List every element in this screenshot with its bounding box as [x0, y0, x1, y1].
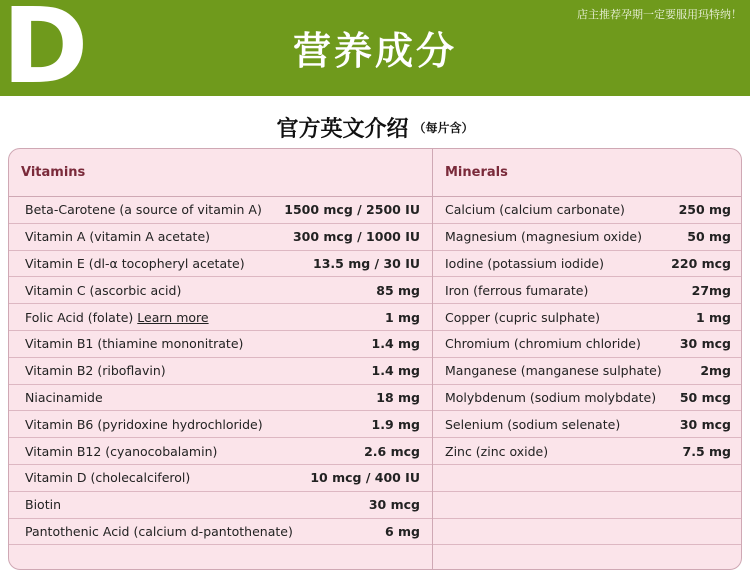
nutrient-amount: 1.9 mg: [371, 416, 420, 432]
header-banner: [0, 0, 750, 107]
mineral-row: [433, 251, 741, 278]
nutrient-name-cell: [445, 283, 588, 298]
nutrition-table: [8, 148, 742, 570]
subheading-title: 官方英文介绍: [276, 117, 409, 142]
vitamin-row: [9, 304, 432, 331]
nutrient-amount: 2.6 mcg: [364, 443, 420, 459]
nutrient-name-cell: [445, 363, 662, 378]
nutrient-amount: 50 mg: [687, 229, 731, 245]
nutrient-name: Folic Acid (folate): [25, 309, 134, 325]
vitamin-row: [9, 331, 432, 358]
minerals-column: [433, 149, 741, 569]
nutrient-amount: 300 mcg / 1000 IU: [292, 229, 420, 245]
nutrient-name: Calcium (calcium carbonate): [445, 202, 625, 218]
nutrient-amount: 18 mg: [376, 389, 420, 405]
vitamin-row: [9, 411, 432, 438]
nutrient-name-cell: [445, 310, 600, 325]
nutrient-name-cell: [445, 256, 604, 271]
nutrient-amount: 2mg: [700, 363, 731, 379]
mineral-row: [433, 277, 741, 304]
nutrient-name-cell: [445, 444, 548, 459]
vitamin-row: [9, 197, 432, 224]
nutrient-name-cell: [25, 390, 103, 405]
mineral-row: [433, 304, 741, 331]
nutrient-amount: 30 mcg: [368, 497, 420, 513]
nutrient-amount: 1.4 mg: [371, 363, 420, 379]
mineral-row: [433, 358, 741, 385]
nutrient-name: Molybdenum (sodium molybdate): [445, 389, 657, 405]
nutrient-amount: 1 mg: [384, 309, 420, 325]
learn-more-link[interactable]: Learn more: [137, 309, 209, 325]
nutrient-name: Biotin: [25, 497, 61, 513]
nutrient-name-cell: [25, 202, 262, 217]
mineral-row: [433, 385, 741, 412]
vitamins-rows: [9, 197, 432, 545]
nutrient-name-cell: [445, 336, 641, 351]
nutrient-name: Niacinamide: [25, 389, 103, 405]
nutrient-amount: 220 mcg: [671, 255, 731, 271]
nutrient-name-cell: [25, 417, 263, 432]
nutrient-amount: 13.5 mg / 30 IU: [313, 255, 420, 271]
vitamin-row: [9, 224, 432, 251]
nutrient-name-cell: [25, 310, 209, 325]
vitamins-column: [9, 149, 432, 569]
mineral-row: [433, 519, 741, 546]
mineral-row: [433, 438, 741, 465]
nutrient-name-cell: [25, 229, 210, 244]
nutrient-name: Chromium (chromium chloride): [445, 336, 641, 352]
nutrient-name: Vitamin C (ascorbic acid): [25, 282, 182, 298]
nutrient-name: Magnesium (magnesium oxide): [445, 229, 643, 245]
nutrient-name: Vitamin B12 (cyanocobalamin): [25, 443, 218, 459]
nutrient-name: Iodine (potassium iodide): [445, 255, 604, 271]
mineral-row: [433, 411, 741, 438]
nutrient-name: Vitamin E (dl-α tocopheryl acetate): [25, 255, 245, 271]
nutrient-amount: 1 mg: [695, 309, 731, 325]
mineral-row: [433, 331, 741, 358]
nutrient-name-cell: [25, 497, 61, 512]
minerals-header: Minerals: [433, 149, 741, 197]
nutrient-name: Copper (cupric sulphate): [445, 309, 601, 325]
nutrient-amount: 30 mcg: [679, 336, 731, 352]
vitamins-header: Vitamins: [9, 149, 432, 197]
nutrient-name-cell: [25, 336, 243, 351]
nutrient-name: Vitamin D (cholecalciferol): [25, 470, 191, 486]
section-letter: D: [2, 0, 89, 107]
nutrient-amount: 30 mcg: [679, 416, 731, 432]
vitamin-row: [9, 251, 432, 278]
mineral-row: [433, 465, 741, 492]
nutrient-name-cell: [25, 283, 181, 298]
nutrient-amount: 85 mg: [376, 282, 420, 298]
vitamin-row: [9, 385, 432, 412]
minerals-rows: [433, 197, 741, 545]
vitamin-row: [9, 519, 432, 546]
nutrient-name-cell: [25, 470, 190, 485]
banner-note: 店主推荐孕期一定要服用玛特纳！: [577, 8, 742, 21]
subheading: [0, 112, 750, 143]
vitamin-row: [9, 358, 432, 385]
mineral-row: [433, 224, 741, 251]
nutrient-amount: 27mg: [691, 282, 731, 298]
vitamin-row: [9, 438, 432, 465]
nutrient-name-cell: [445, 390, 656, 405]
mineral-row: [433, 197, 741, 224]
nutrient-amount: 1.4 mg: [371, 336, 420, 352]
vitamin-row: [9, 492, 432, 519]
nutrient-name-cell: [445, 202, 625, 217]
nutrient-name-cell: [25, 363, 166, 378]
nutrient-name-cell: [25, 256, 245, 271]
nutrient-amount: 250 mg: [678, 202, 731, 218]
nutrient-name: Vitamin B1 (thiamine mononitrate): [25, 336, 244, 352]
nutrient-name: Vitamin A (vitamin A acetate): [25, 229, 211, 245]
nutrient-name-cell: [25, 524, 293, 539]
vitamin-row: [9, 277, 432, 304]
banner-title: 营养成分: [292, 29, 457, 73]
nutrient-name: Iron (ferrous fumarate): [445, 282, 589, 298]
nutrient-amount: 6 mg: [384, 523, 420, 539]
subheading-note: （每片含）: [413, 121, 474, 135]
mineral-row: [433, 492, 741, 519]
nutrient-name: Beta-Carotene (a source of vitamin A): [25, 202, 262, 218]
nutrient-name: Manganese (manganese sulphate): [445, 363, 662, 379]
nutrient-name: Zinc (zinc oxide): [445, 443, 549, 459]
nutrient-amount: 10 mcg / 400 IU: [310, 470, 420, 486]
nutrient-name: Vitamin B6 (pyridoxine hydrochloride): [25, 416, 263, 432]
nutrient-name-cell: [445, 229, 642, 244]
nutrient-name: Pantothenic Acid (calcium d-pantothenate): [25, 523, 293, 539]
nutrient-amount: 50 mcg: [679, 389, 731, 405]
nutrient-name: Selenium (sodium selenate): [445, 416, 621, 432]
nutrient-amount: 1500 mcg / 2500 IU: [284, 202, 420, 218]
vitamin-row: [9, 465, 432, 492]
nutrient-name-cell: [25, 444, 217, 459]
nutrient-name: Vitamin B2 (riboflavin): [25, 363, 166, 379]
nutrient-amount: 7.5 mg: [682, 443, 731, 459]
nutrient-name-cell: [445, 417, 620, 432]
